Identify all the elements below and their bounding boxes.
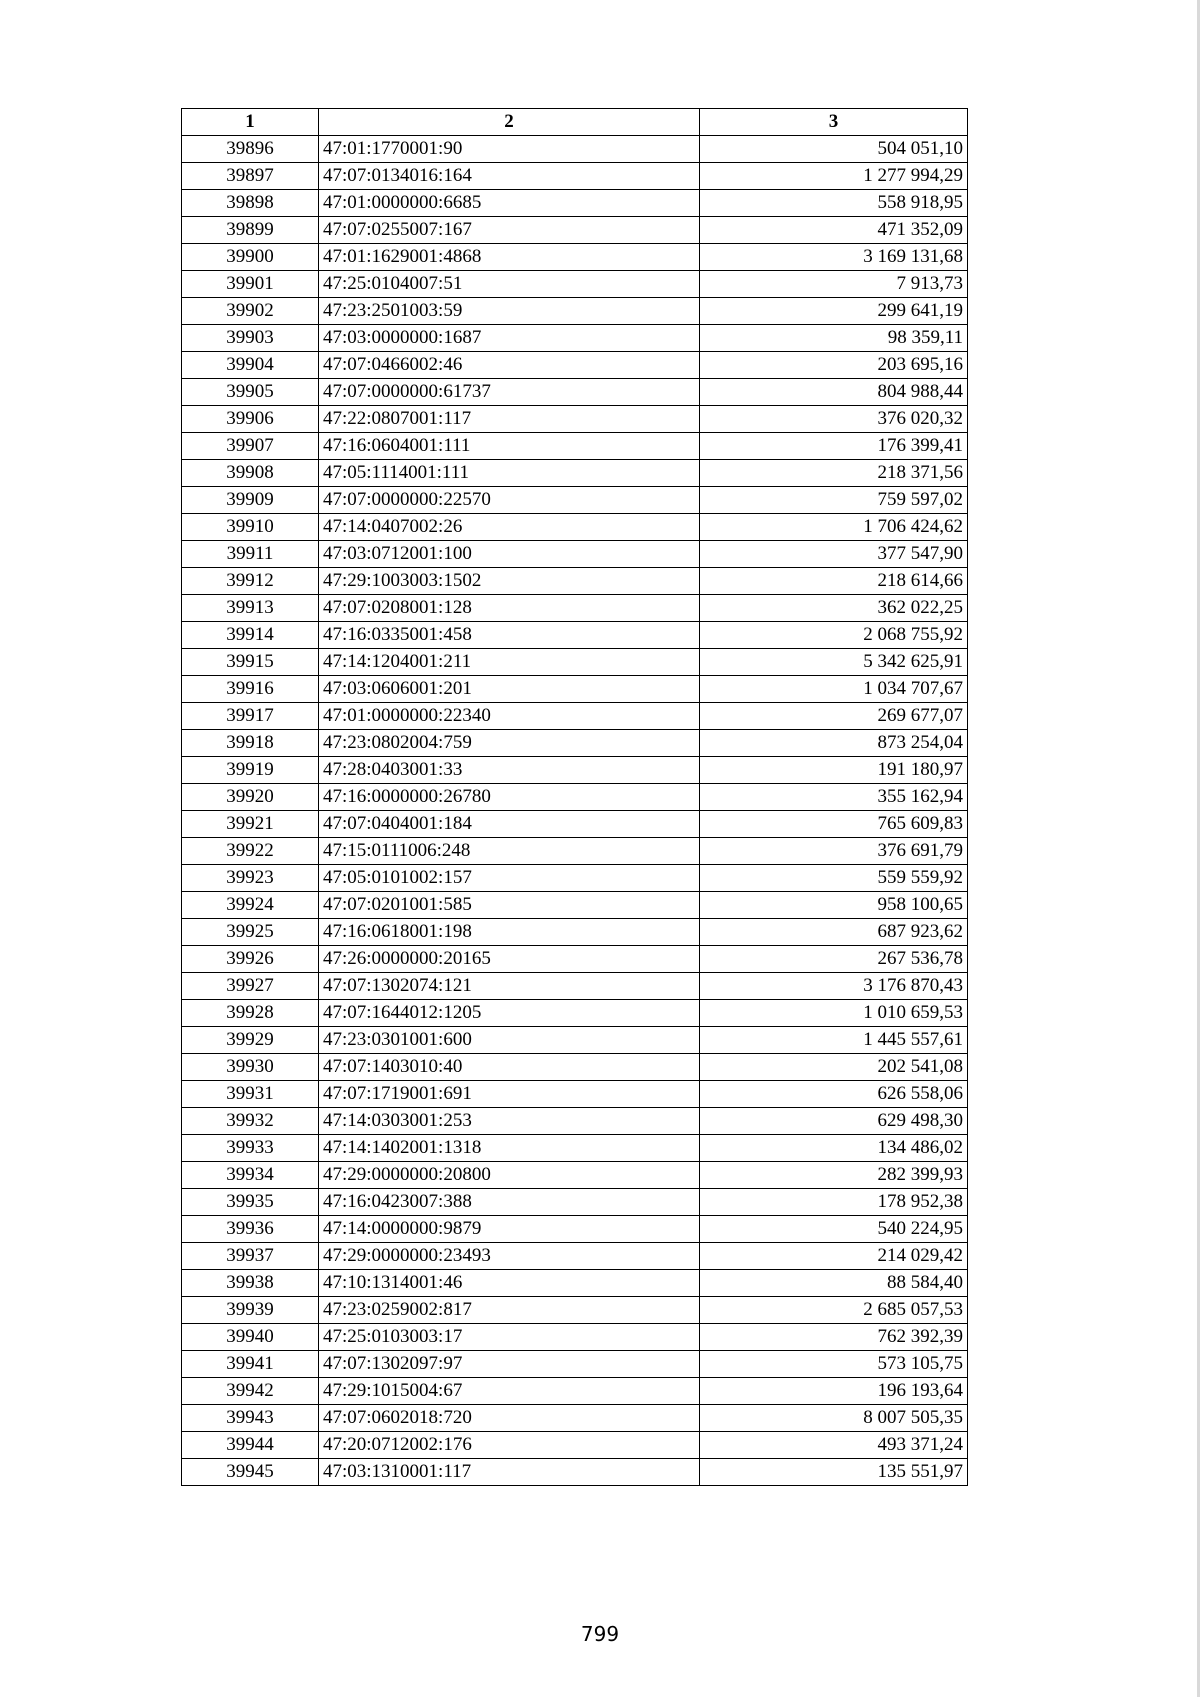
cadastral-number-cell: 47:10:1314001:46 (319, 1270, 700, 1297)
row-number-cell: 39917 (182, 703, 319, 730)
value-cell: 88 584,40 (700, 1270, 968, 1297)
cadastral-number-cell: 47:01:0000000:22340 (319, 703, 700, 730)
cadastral-number-cell: 47:26:0000000:20165 (319, 946, 700, 973)
value-cell: 1 034 707,67 (700, 676, 968, 703)
cadastral-number-cell: 47:07:0208001:128 (319, 595, 700, 622)
value-cell: 2 685 057,53 (700, 1297, 968, 1324)
cadastral-number-cell: 47:16:0618001:198 (319, 919, 700, 946)
value-cell: 214 029,42 (700, 1243, 968, 1270)
table-row (182, 1081, 968, 1108)
table-row (182, 271, 968, 298)
header-row (182, 109, 968, 136)
row-number-cell: 39902 (182, 298, 319, 325)
table-row (182, 136, 968, 163)
row-number-cell: 39936 (182, 1216, 319, 1243)
value-cell: 282 399,93 (700, 1162, 968, 1189)
cadastral-number-cell: 47:05:1114001:111 (319, 460, 700, 487)
value-cell: 804 988,44 (700, 379, 968, 406)
row-number-cell: 39918 (182, 730, 319, 757)
header-col-3: 3 (700, 109, 968, 136)
table-row (182, 1135, 968, 1162)
value-cell: 176 399,41 (700, 433, 968, 460)
data-table (181, 108, 968, 1486)
value-cell: 493 371,24 (700, 1432, 968, 1459)
table-row (182, 1189, 968, 1216)
cadastral-number-cell: 47:20:0712002:176 (319, 1432, 700, 1459)
cadastral-number-cell: 47:07:0000000:22570 (319, 487, 700, 514)
value-cell: 629 498,30 (700, 1108, 968, 1135)
table-row (182, 892, 968, 919)
table-row (182, 406, 968, 433)
value-cell: 540 224,95 (700, 1216, 968, 1243)
table-row (182, 784, 968, 811)
row-number-cell: 39912 (182, 568, 319, 595)
row-number-cell: 39926 (182, 946, 319, 973)
value-cell: 958 100,65 (700, 892, 968, 919)
cadastral-number-cell: 47:22:0807001:117 (319, 406, 700, 433)
value-cell: 687 923,62 (700, 919, 968, 946)
cadastral-number-cell: 47:14:1204001:211 (319, 649, 700, 676)
row-number-cell: 39913 (182, 595, 319, 622)
row-number-cell: 39924 (182, 892, 319, 919)
value-cell: 1 277 994,29 (700, 163, 968, 190)
table-header (182, 109, 968, 136)
cadastral-number-cell: 47:25:0103003:17 (319, 1324, 700, 1351)
cadastral-number-cell: 47:23:0802004:759 (319, 730, 700, 757)
table-row (182, 676, 968, 703)
value-cell: 504 051,10 (700, 136, 968, 163)
row-number-cell: 39944 (182, 1432, 319, 1459)
row-number-cell: 39907 (182, 433, 319, 460)
row-number-cell: 39905 (182, 379, 319, 406)
cadastral-number-cell: 47:14:1402001:1318 (319, 1135, 700, 1162)
value-cell: 376 020,32 (700, 406, 968, 433)
table-row (182, 325, 968, 352)
value-cell: 5 342 625,91 (700, 649, 968, 676)
value-cell: 873 254,04 (700, 730, 968, 757)
cadastral-number-cell: 47:07:0134016:164 (319, 163, 700, 190)
row-number-cell: 39921 (182, 811, 319, 838)
cadastral-number-cell: 47:14:0000000:9879 (319, 1216, 700, 1243)
cadastral-number-cell: 47:03:0000000:1687 (319, 325, 700, 352)
row-number-cell: 39914 (182, 622, 319, 649)
value-cell: 202 541,08 (700, 1054, 968, 1081)
row-number-cell: 39923 (182, 865, 319, 892)
table-row (182, 1243, 968, 1270)
cadastral-number-cell: 47:14:0407002:26 (319, 514, 700, 541)
table-row (182, 433, 968, 460)
cadastral-number-cell: 47:07:0404001:184 (319, 811, 700, 838)
row-number-cell: 39911 (182, 541, 319, 568)
row-number-cell: 39945 (182, 1459, 319, 1486)
header-col-1: 1 (182, 109, 319, 136)
row-number-cell: 39931 (182, 1081, 319, 1108)
cadastral-number-cell: 47:23:0301001:600 (319, 1027, 700, 1054)
table-row (182, 1405, 968, 1432)
cadastral-number-cell: 47:23:0259002:817 (319, 1297, 700, 1324)
table-row (182, 217, 968, 244)
table-row (182, 352, 968, 379)
page-number: 799 (580, 1622, 620, 1646)
cadastral-number-cell: 47:07:1403010:40 (319, 1054, 700, 1081)
row-number-cell: 39941 (182, 1351, 319, 1378)
row-number-cell: 39915 (182, 649, 319, 676)
table-row (182, 1000, 968, 1027)
value-cell: 3 169 131,68 (700, 244, 968, 271)
table-row (182, 190, 968, 217)
table-row (182, 973, 968, 1000)
value-cell: 759 597,02 (700, 487, 968, 514)
cadastral-number-cell: 47:29:0000000:20800 (319, 1162, 700, 1189)
row-number-cell: 39922 (182, 838, 319, 865)
table-row (182, 163, 968, 190)
cadastral-number-cell: 47:03:0712001:100 (319, 541, 700, 568)
row-number-cell: 39904 (182, 352, 319, 379)
table-row (182, 1459, 968, 1486)
table-row (182, 811, 968, 838)
table-row (182, 946, 968, 973)
row-number-cell: 39932 (182, 1108, 319, 1135)
value-cell: 203 695,16 (700, 352, 968, 379)
table-row (182, 1351, 968, 1378)
table-row (182, 298, 968, 325)
row-number-cell: 39910 (182, 514, 319, 541)
cadastral-number-cell: 47:01:0000000:6685 (319, 190, 700, 217)
cadastral-number-cell: 47:03:0606001:201 (319, 676, 700, 703)
value-cell: 178 952,38 (700, 1189, 968, 1216)
table-row (182, 568, 968, 595)
value-cell: 573 105,75 (700, 1351, 968, 1378)
row-number-cell: 39909 (182, 487, 319, 514)
row-number-cell: 39897 (182, 163, 319, 190)
cadastral-number-cell: 47:28:0403001:33 (319, 757, 700, 784)
row-number-cell: 39906 (182, 406, 319, 433)
cadastral-number-cell: 47:07:0602018:720 (319, 1405, 700, 1432)
row-number-cell: 39943 (182, 1405, 319, 1432)
row-number-cell: 39898 (182, 190, 319, 217)
row-number-cell: 39899 (182, 217, 319, 244)
cadastral-number-cell: 47:01:1629001:4868 (319, 244, 700, 271)
table-row (182, 1324, 968, 1351)
row-number-cell: 39940 (182, 1324, 319, 1351)
value-cell: 1 445 557,61 (700, 1027, 968, 1054)
cadastral-number-cell: 47:16:0423007:388 (319, 1189, 700, 1216)
cadastral-number-cell: 47:29:1015004:67 (319, 1378, 700, 1405)
value-cell: 2 068 755,92 (700, 622, 968, 649)
row-number-cell: 39933 (182, 1135, 319, 1162)
cadastral-number-cell: 47:07:0255007:167 (319, 217, 700, 244)
cadastral-number-cell: 47:07:0201001:585 (319, 892, 700, 919)
value-cell: 196 193,64 (700, 1378, 968, 1405)
row-number-cell: 39900 (182, 244, 319, 271)
value-cell: 471 352,09 (700, 217, 968, 244)
table-row (182, 595, 968, 622)
table-row (182, 838, 968, 865)
row-number-cell: 39942 (182, 1378, 319, 1405)
value-cell: 362 022,25 (700, 595, 968, 622)
table-row (182, 514, 968, 541)
cadastral-number-cell: 47:29:1003003:1502 (319, 568, 700, 595)
table-row (182, 541, 968, 568)
value-cell: 299 641,19 (700, 298, 968, 325)
value-cell: 626 558,06 (700, 1081, 968, 1108)
value-cell: 559 559,92 (700, 865, 968, 892)
value-cell: 8 007 505,35 (700, 1405, 968, 1432)
value-cell: 1 706 424,62 (700, 514, 968, 541)
cadastral-number-cell: 47:07:1302097:97 (319, 1351, 700, 1378)
value-cell: 135 551,97 (700, 1459, 968, 1486)
table-row (182, 1054, 968, 1081)
value-cell: 134 486,02 (700, 1135, 968, 1162)
cadastral-number-cell: 47:07:1719001:691 (319, 1081, 700, 1108)
row-number-cell: 39916 (182, 676, 319, 703)
cadastral-number-cell: 47:25:0104007:51 (319, 271, 700, 298)
row-number-cell: 39927 (182, 973, 319, 1000)
value-cell: 765 609,83 (700, 811, 968, 838)
table-row (182, 730, 968, 757)
cadastral-number-cell: 47:16:0000000:26780 (319, 784, 700, 811)
table-row (182, 1162, 968, 1189)
table-row (182, 1108, 968, 1135)
value-cell: 377 547,90 (700, 541, 968, 568)
table-row (182, 1378, 968, 1405)
table-row (182, 1216, 968, 1243)
table-row (182, 757, 968, 784)
row-number-cell: 39929 (182, 1027, 319, 1054)
value-cell: 3 176 870,43 (700, 973, 968, 1000)
table-row (182, 460, 968, 487)
row-number-cell: 39896 (182, 136, 319, 163)
cadastral-number-cell: 47:05:0101002:157 (319, 865, 700, 892)
cadastral-number-cell: 47:03:1310001:117 (319, 1459, 700, 1486)
table-row (182, 1297, 968, 1324)
value-cell: 218 371,56 (700, 460, 968, 487)
cadastral-number-cell: 47:07:0466002:46 (319, 352, 700, 379)
value-cell: 98 359,11 (700, 325, 968, 352)
table-body (182, 136, 968, 1486)
table-row (182, 1027, 968, 1054)
row-number-cell: 39920 (182, 784, 319, 811)
value-cell: 191 180,97 (700, 757, 968, 784)
row-number-cell: 39903 (182, 325, 319, 352)
value-cell: 267 536,78 (700, 946, 968, 973)
table-row (182, 487, 968, 514)
row-number-cell: 39939 (182, 1297, 319, 1324)
cadastral-number-cell: 47:16:0335001:458 (319, 622, 700, 649)
value-cell: 376 691,79 (700, 838, 968, 865)
value-cell: 355 162,94 (700, 784, 968, 811)
value-cell: 7 913,73 (700, 271, 968, 298)
row-number-cell: 39925 (182, 919, 319, 946)
table-row (182, 1432, 968, 1459)
table-row (182, 649, 968, 676)
cadastral-number-cell: 47:29:0000000:23493 (319, 1243, 700, 1270)
value-cell: 558 918,95 (700, 190, 968, 217)
row-number-cell: 39901 (182, 271, 319, 298)
cadastral-number-cell: 47:07:1302074:121 (319, 973, 700, 1000)
value-cell: 762 392,39 (700, 1324, 968, 1351)
header-col-2: 2 (319, 109, 700, 136)
value-cell: 218 614,66 (700, 568, 968, 595)
row-number-cell: 39919 (182, 757, 319, 784)
value-cell: 269 677,07 (700, 703, 968, 730)
table-row (182, 703, 968, 730)
row-number-cell: 39937 (182, 1243, 319, 1270)
table-row (182, 865, 968, 892)
row-number-cell: 39935 (182, 1189, 319, 1216)
cadastral-number-cell: 47:07:0000000:61737 (319, 379, 700, 406)
cadastral-number-cell: 47:01:1770001:90 (319, 136, 700, 163)
table-row (182, 244, 968, 271)
cadastral-number-cell: 47:07:1644012:1205 (319, 1000, 700, 1027)
value-cell: 1 010 659,53 (700, 1000, 968, 1027)
row-number-cell: 39930 (182, 1054, 319, 1081)
row-number-cell: 39928 (182, 1000, 319, 1027)
table-row (182, 379, 968, 406)
table-row (182, 1270, 968, 1297)
row-number-cell: 39938 (182, 1270, 319, 1297)
cadastral-number-cell: 47:15:0111006:248 (319, 838, 700, 865)
table-row (182, 919, 968, 946)
cadastral-number-cell: 47:16:0604001:111 (319, 433, 700, 460)
row-number-cell: 39908 (182, 460, 319, 487)
row-number-cell: 39934 (182, 1162, 319, 1189)
cadastral-number-cell: 47:23:2501003:59 (319, 298, 700, 325)
cadastral-number-cell: 47:14:0303001:253 (319, 1108, 700, 1135)
table-row (182, 622, 968, 649)
